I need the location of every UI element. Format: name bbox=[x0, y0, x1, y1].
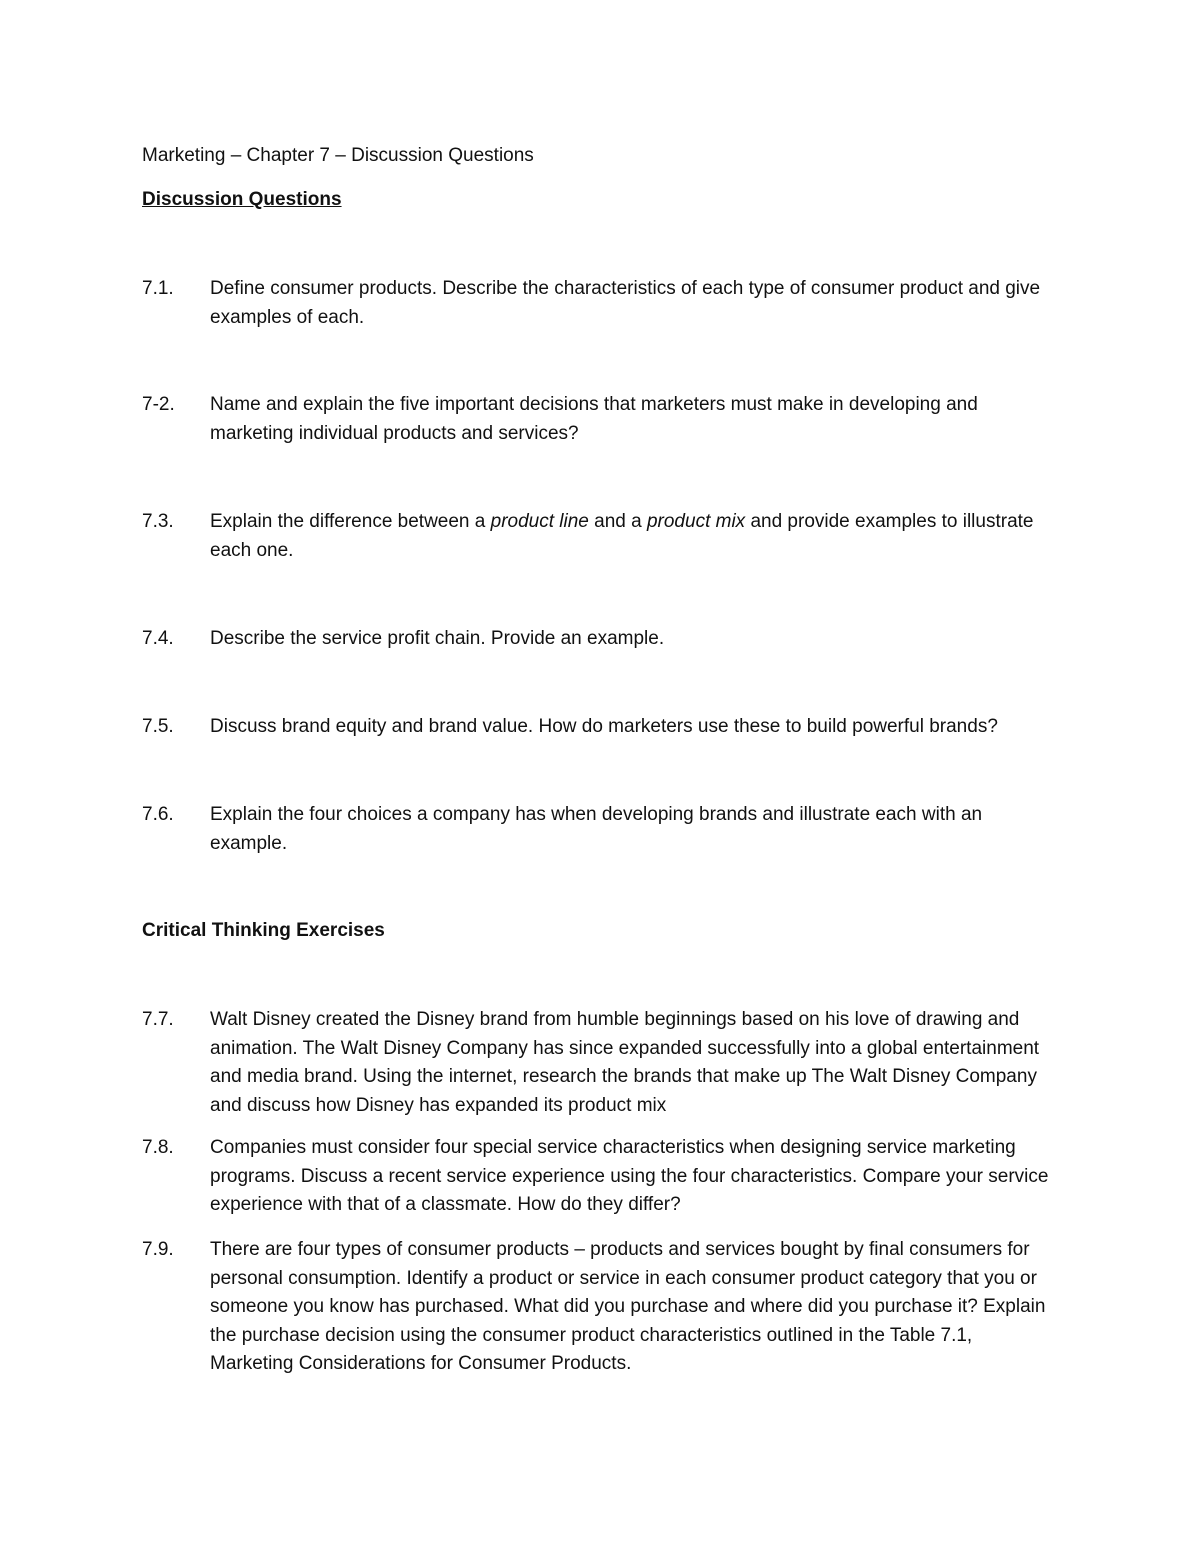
question-text-part: and provide examples to illustrate each one. bbox=[210, 511, 1034, 561]
critical-thinking-heading: Critical Thinking Exercises bbox=[142, 920, 385, 941]
question-text-part: and a bbox=[588, 511, 647, 532]
question-text: There are four types of consumer products – products and services bought by final consumers for personal consumption. Identify a product or service in each consumer product category that you or someone you know has purchased. What did you purchase and where did you purchase it? Explain the purchase decision using the consumer product characteristics outlined in the Table 7.1, Marketing Considerations for Consumer Products. bbox=[210, 1239, 1046, 1374]
question-number: 7.5. bbox=[142, 716, 174, 737]
question-text: Describe the service profit chain. Provide an example. bbox=[210, 628, 665, 649]
question-number: 7.4. bbox=[142, 628, 174, 649]
question-number: 7.8. bbox=[142, 1137, 174, 1158]
product-mix-term: product mix bbox=[646, 511, 746, 532]
question-text: Discuss brand equity and brand value. How do marketers use these to build powerful brands? bbox=[210, 716, 998, 737]
question-number: 7.3. bbox=[142, 511, 174, 532]
question-text bbox=[210, 508, 1060, 565]
question-text: Explain the four choices a company has when developing brands and illustrate each with an example. bbox=[210, 804, 983, 854]
document-title: Marketing – Chapter 7 – Discussion Questions bbox=[142, 145, 534, 166]
question-number: 7.9. bbox=[142, 1239, 174, 1260]
question-number: 7.6. bbox=[142, 804, 174, 825]
product-line-term: product line bbox=[490, 511, 589, 532]
question-text: Name and explain the five important decisions that marketers must make in developing and marketing individual products and services? bbox=[210, 394, 978, 444]
question-text: Walt Disney created the Disney brand from humble beginnings based on his love of drawing and animation. The Walt Disney Company has since expanded successfully into a global entertainment and media brand. Using the internet, research the brands that make up The Walt Disney Company and discuss how Disney has expanded its product mix bbox=[210, 1009, 1040, 1116]
question-text-part: Explain the difference between a bbox=[210, 511, 491, 532]
question-text: Define consumer products. Describe the characteristics of each type of consumer product and give examples of each. bbox=[210, 278, 1041, 328]
question-number: 7-2. bbox=[142, 394, 175, 415]
question-number: 7.7. bbox=[142, 1009, 174, 1030]
question-number: 7.1. bbox=[142, 278, 174, 299]
question-text: Companies must consider four special service characteristics when designing service marketing programs. Discuss a recent service experience using the four characteristics. Compare your service experience with that of a classmate. How do they differ? bbox=[210, 1137, 1049, 1215]
discussion-questions-heading: Discussion Questions bbox=[142, 189, 342, 210]
